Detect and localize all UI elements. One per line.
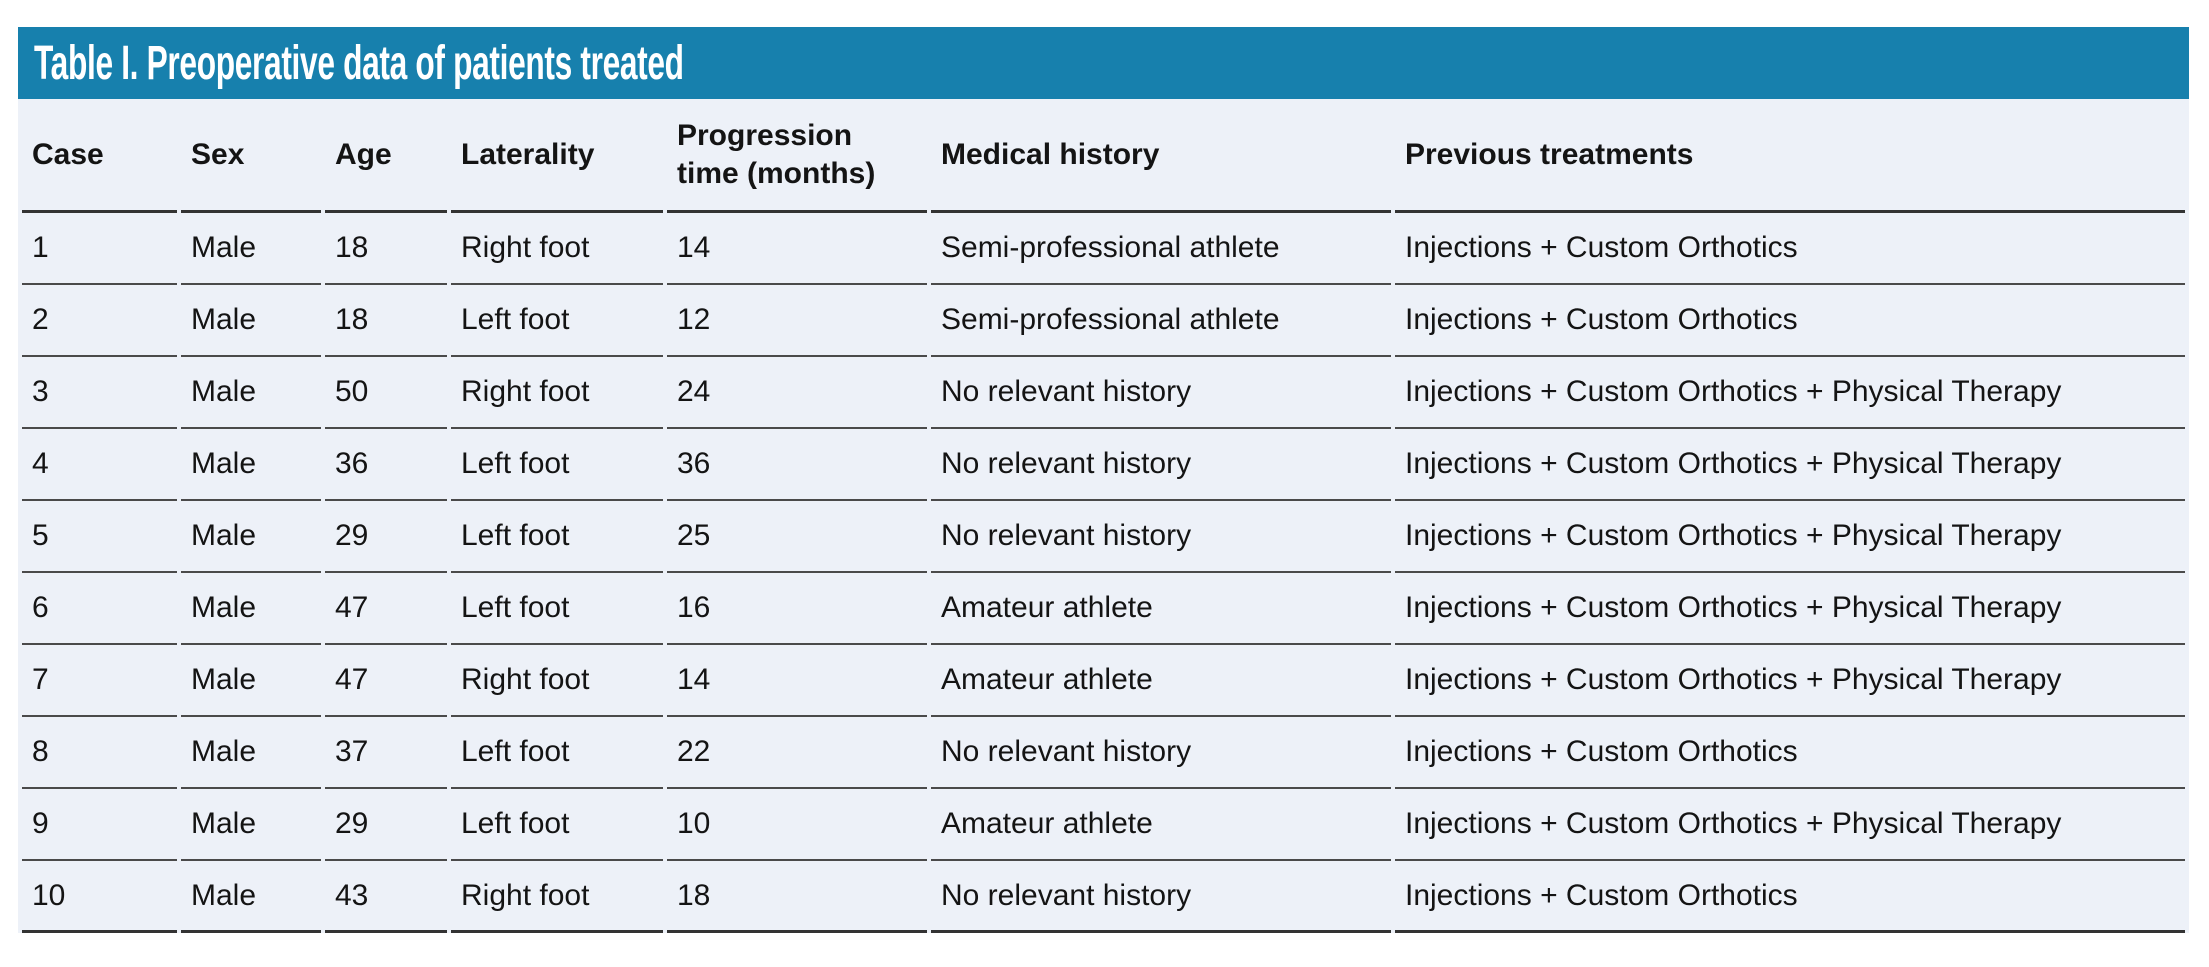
cell-age: 47 — [325, 645, 447, 717]
cell-medical: Semi-professional athlete — [931, 285, 1391, 357]
col-header-laterality: Laterality — [451, 99, 663, 213]
cell-progression: 14 — [667, 645, 927, 717]
table-row — [22, 861, 2185, 933]
cell-sex: Male — [181, 213, 321, 285]
cell-case: 4 — [22, 429, 177, 501]
cell-progression: 14 — [667, 213, 927, 285]
cell-progression: 36 — [667, 429, 927, 501]
cell-progression: 12 — [667, 285, 927, 357]
cell-progression: 24 — [667, 357, 927, 429]
cell-sex: Male — [181, 717, 321, 789]
cell-medical: Amateur athlete — [931, 789, 1391, 861]
table-row — [22, 285, 2185, 357]
cell-sex: Male — [181, 645, 321, 717]
cell-medical: No relevant history — [931, 501, 1391, 573]
table-row — [22, 645, 2185, 717]
cell-previous: Injections + Custom Orthotics — [1395, 213, 2185, 285]
cell-laterality: Left foot — [451, 717, 663, 789]
col-header-sex: Sex — [181, 99, 321, 213]
table-row — [22, 789, 2185, 861]
cell-laterality: Right foot — [451, 861, 663, 933]
cell-previous: Injections + Custom Orthotics — [1395, 285, 2185, 357]
cell-previous: Injections + Custom Orthotics — [1395, 717, 2185, 789]
table-row — [22, 213, 2185, 285]
cell-sex: Male — [181, 357, 321, 429]
cell-case: 6 — [22, 573, 177, 645]
preoperative-data-table — [18, 99, 2189, 933]
cell-case: 2 — [22, 285, 177, 357]
cell-progression: 10 — [667, 789, 927, 861]
cell-medical: No relevant history — [931, 357, 1391, 429]
table-row — [22, 429, 2185, 501]
cell-age: 18 — [325, 213, 447, 285]
cell-laterality: Right foot — [451, 213, 663, 285]
cell-sex: Male — [181, 789, 321, 861]
cell-laterality: Left foot — [451, 429, 663, 501]
cell-age: 18 — [325, 285, 447, 357]
table-area — [18, 99, 2189, 933]
cell-progression: 25 — [667, 501, 927, 573]
cell-medical: No relevant history — [931, 429, 1391, 501]
cell-medical: Semi-professional athlete — [931, 213, 1391, 285]
cell-sex: Male — [181, 501, 321, 573]
col-header-case: Case — [22, 99, 177, 213]
cell-laterality: Right foot — [451, 357, 663, 429]
table-row — [22, 717, 2185, 789]
col-header-medical: Medical history — [931, 99, 1391, 213]
cell-medical: Amateur athlete — [931, 573, 1391, 645]
cell-case: 3 — [22, 357, 177, 429]
cell-previous: Injections + Custom Orthotics + Physical Therapy — [1395, 789, 2185, 861]
cell-age: 50 — [325, 357, 447, 429]
cell-medical: No relevant history — [931, 861, 1391, 933]
cell-previous: Injections + Custom Orthotics — [1395, 861, 2185, 933]
cell-age: 29 — [325, 501, 447, 573]
table-row — [22, 501, 2185, 573]
cell-age: 29 — [325, 789, 447, 861]
table-title-bar — [18, 27, 2189, 99]
cell-progression: 16 — [667, 573, 927, 645]
cell-case: 10 — [22, 861, 177, 933]
cell-age: 37 — [325, 717, 447, 789]
table-body — [22, 213, 2185, 933]
cell-case: 7 — [22, 645, 177, 717]
cell-progression: 22 — [667, 717, 927, 789]
cell-laterality: Left foot — [451, 573, 663, 645]
cell-previous: Injections + Custom Orthotics + Physical Therapy — [1395, 429, 2185, 501]
cell-laterality: Left foot — [451, 285, 663, 357]
header-row — [22, 99, 2185, 213]
cell-laterality: Right foot — [451, 645, 663, 717]
cell-sex: Male — [181, 573, 321, 645]
col-header-progression: Progression time (months) — [667, 99, 927, 213]
table-row — [22, 573, 2185, 645]
cell-progression: 18 — [667, 861, 927, 933]
cell-age: 47 — [325, 573, 447, 645]
cell-case: 9 — [22, 789, 177, 861]
cell-case: 8 — [22, 717, 177, 789]
cell-medical: Amateur athlete — [931, 645, 1391, 717]
cell-laterality: Left foot — [451, 789, 663, 861]
cell-sex: Male — [181, 285, 321, 357]
cell-sex: Male — [181, 429, 321, 501]
cell-sex: Male — [181, 861, 321, 933]
cell-case: 1 — [22, 213, 177, 285]
table-title: Table I. Preoperative data of patients treated — [34, 36, 684, 90]
cell-age: 36 — [325, 429, 447, 501]
cell-case: 5 — [22, 501, 177, 573]
cell-previous: Injections + Custom Orthotics + Physical Therapy — [1395, 645, 2185, 717]
cell-age: 43 — [325, 861, 447, 933]
col-header-previous: Previous treatments — [1395, 99, 2185, 213]
cell-laterality: Left foot — [451, 501, 663, 573]
cell-medical: No relevant history — [931, 717, 1391, 789]
cell-previous: Injections + Custom Orthotics + Physical Therapy — [1395, 501, 2185, 573]
table-row — [22, 357, 2185, 429]
cell-previous: Injections + Custom Orthotics + Physical Therapy — [1395, 357, 2185, 429]
preoperative-table-card — [18, 27, 2189, 933]
cell-previous: Injections + Custom Orthotics + Physical Therapy — [1395, 573, 2185, 645]
col-header-age: Age — [325, 99, 447, 213]
